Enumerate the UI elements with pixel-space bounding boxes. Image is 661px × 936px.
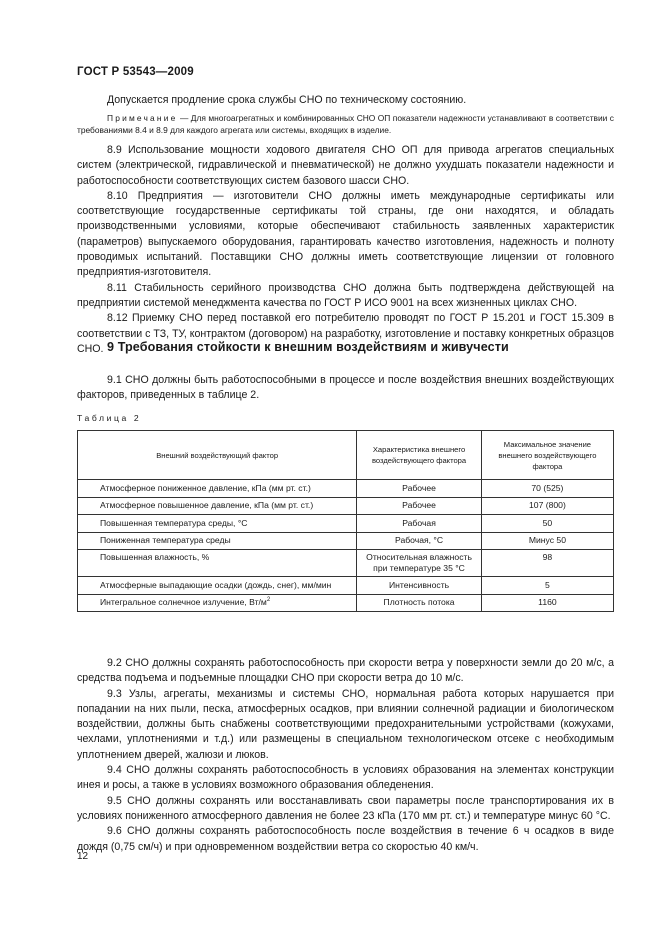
row-value: 98: [481, 550, 613, 577]
row-factor: Пониженная температура среды: [78, 532, 357, 550]
section9-intro: [77, 373, 614, 404]
row-characteristic: Рабочая, °С: [357, 532, 482, 550]
standard-header: ГОСТ Р 53543—2009: [77, 66, 194, 78]
page-number: 12: [77, 851, 89, 862]
superscript-2: 2: [266, 597, 271, 603]
row-factor: Атмосферное повышенное давление, кПа (мм рт. ст.): [78, 497, 357, 515]
header-characteristic: Характеристика внешнего воздействующего фактора: [357, 431, 482, 480]
clause-9-3: 9.3 Узлы, агрегаты, механизмы и системы СНО, нормальная работа которых нарушается при попадании на них пыли, песка, атмосферных осадков, при влиянии солнечной радиации и биологическом воздействии, должны быть снабжены соответствующими предохранительными устройствами (кожухами, чехлами, уплотнениями и т.д.) или размещены в специальном технологическом отсеке с необходимым уплотнением дверей, жалюзи и люков.: [77, 687, 614, 761]
clause-9-4: 9.4 СНО должны сохранять работоспособность в условиях образования на элементах конструкции инея и росы, а также в условиях возможного образования обледенения.: [77, 764, 614, 792]
note-label: Примечание: [107, 113, 178, 123]
table-row: [78, 532, 614, 550]
section9-paragraphs: [77, 656, 614, 855]
clause-8-11: 8.11 Стабильность серийного производства СНО должна быть подтверждена действующей на предприятии системой менеджмента качества по ГОСТ Р ИСО 9001 на всех жизненных циклах СНО.: [77, 281, 614, 309]
clause-9-5: 9.5 СНО должны сохранять или восстанавливать свои параметры после транспортирования их в условиях пониженного атмосферного давления не более 23 кПа (170 мм рт. ст.) и температуре минус 60 °С.: [77, 794, 614, 822]
row-characteristic: Рабочее: [357, 480, 482, 498]
section8-paragraphs: [77, 143, 614, 357]
row-characteristic: Рабочая: [357, 515, 482, 533]
intro-paragraph: [77, 93, 614, 108]
clause-8-12: 8.12 Приемку СНО перед поставкой его потребителю проводят по ГОСТ Р 15.201 и ГОСТ 15.309 в соответствии с ТЗ, ТУ, контрактом (договором) на разработку, изготовление и поставку конкретных образцов СНО.: [77, 312, 614, 355]
header-factor: Внешний воздействующий фактор: [78, 431, 357, 480]
note-block: [77, 112, 614, 137]
table-caption: Таблица 2: [77, 413, 142, 423]
clause-9-6: 9.6 СНО должны сохранять работоспособность после воздействия в течение 6 ч осадков в виде дождя (0,75 см/ч) и при одновременном воздействии ветра со скоростью 40 км/ч.: [77, 825, 614, 853]
row-value: 5: [481, 577, 613, 595]
row-factor: [78, 594, 357, 612]
clause-9-1: 9.1 СНО должны быть работоспособными в процессе и после воздействия внешних воздействующих факторов, приведенных в таблице 2.: [77, 374, 614, 402]
row-value: 70 (525): [481, 480, 613, 498]
header-max-value: Максимальное значение внешнего воздействующего фактора: [481, 431, 613, 480]
row-value: 107 (800): [481, 497, 613, 515]
table-row: [78, 594, 614, 612]
row-value: 1160: [481, 594, 613, 612]
service-life-text: Допускается продление срока службы СНО по техническому состоянию.: [107, 94, 467, 106]
row-factor: Повышенная влажность, %: [78, 550, 357, 577]
row-characteristic: Интенсивность: [357, 577, 482, 595]
table-row: [78, 550, 614, 577]
table-row: [78, 497, 614, 515]
row-value: Минус 50: [481, 532, 613, 550]
row-factor: Повышенная температура среды, °С: [78, 515, 357, 533]
row-value: 50: [481, 515, 613, 533]
clause-8-10: 8.10 Предприятия — изготовители СНО должны иметь международные сертификаты или соответствующие государственные сертификаты той страны, где они находятся, и обладать производственными условиями, которые обеспечивают стабильность заявленных характеристик (параметров) выпускаемого оборудования, гарантировать качество изготовления, надежность и полноту проводимых испытаний. Поставщики СНО должны иметь соответствующие лицензии от головного предприятия-изготовителя.: [77, 189, 614, 279]
solar-factor-text: Интегральное солнечное излучение, Вт/м: [100, 597, 267, 607]
clause-8-9: 8.9 Использование мощности ходового двигателя СНО ОП для привода агрегатов специальных систем (электрической, гидравлической и пневматической) не должно ухудшать показатели надежности и работоспособности соответствующих систем базового шасси СНО.: [77, 144, 614, 187]
table-row: [78, 480, 614, 498]
section-9-title: 9 Требования стойкости к внешним воздействиям и живучести: [107, 340, 509, 354]
row-characteristic: Рабочее: [357, 497, 482, 515]
factors-table: [77, 430, 614, 612]
row-factor: Атмосферные выпадающие осадки (дождь, снег), мм/мин: [78, 577, 357, 595]
row-characteristic: Относительная влажность при температуре 35 °С: [357, 550, 482, 577]
row-characteristic: Плотность потока: [357, 594, 482, 612]
row-factor: Атмосферное пониженное давление, кПа (мм рт. ст.): [78, 480, 357, 498]
note-text: — Для многоагрегатных и комбинированных СНО ОП показатели надежности устанавливают в соответствии с требованиями 8.4 и 8.9 для каждого агрегата или системы, входящих в изделие.: [77, 113, 614, 136]
table-row: [78, 515, 614, 533]
table-header-row: [78, 431, 614, 480]
clause-9-2: 9.2 СНО должны сохранять работоспособность при скорости ветра у поверхности земли до 20 м/с, а средства подъема и подъемные площадки СНО при скорости ветра до 10 м/с.: [77, 657, 614, 685]
table-row: [78, 577, 614, 595]
